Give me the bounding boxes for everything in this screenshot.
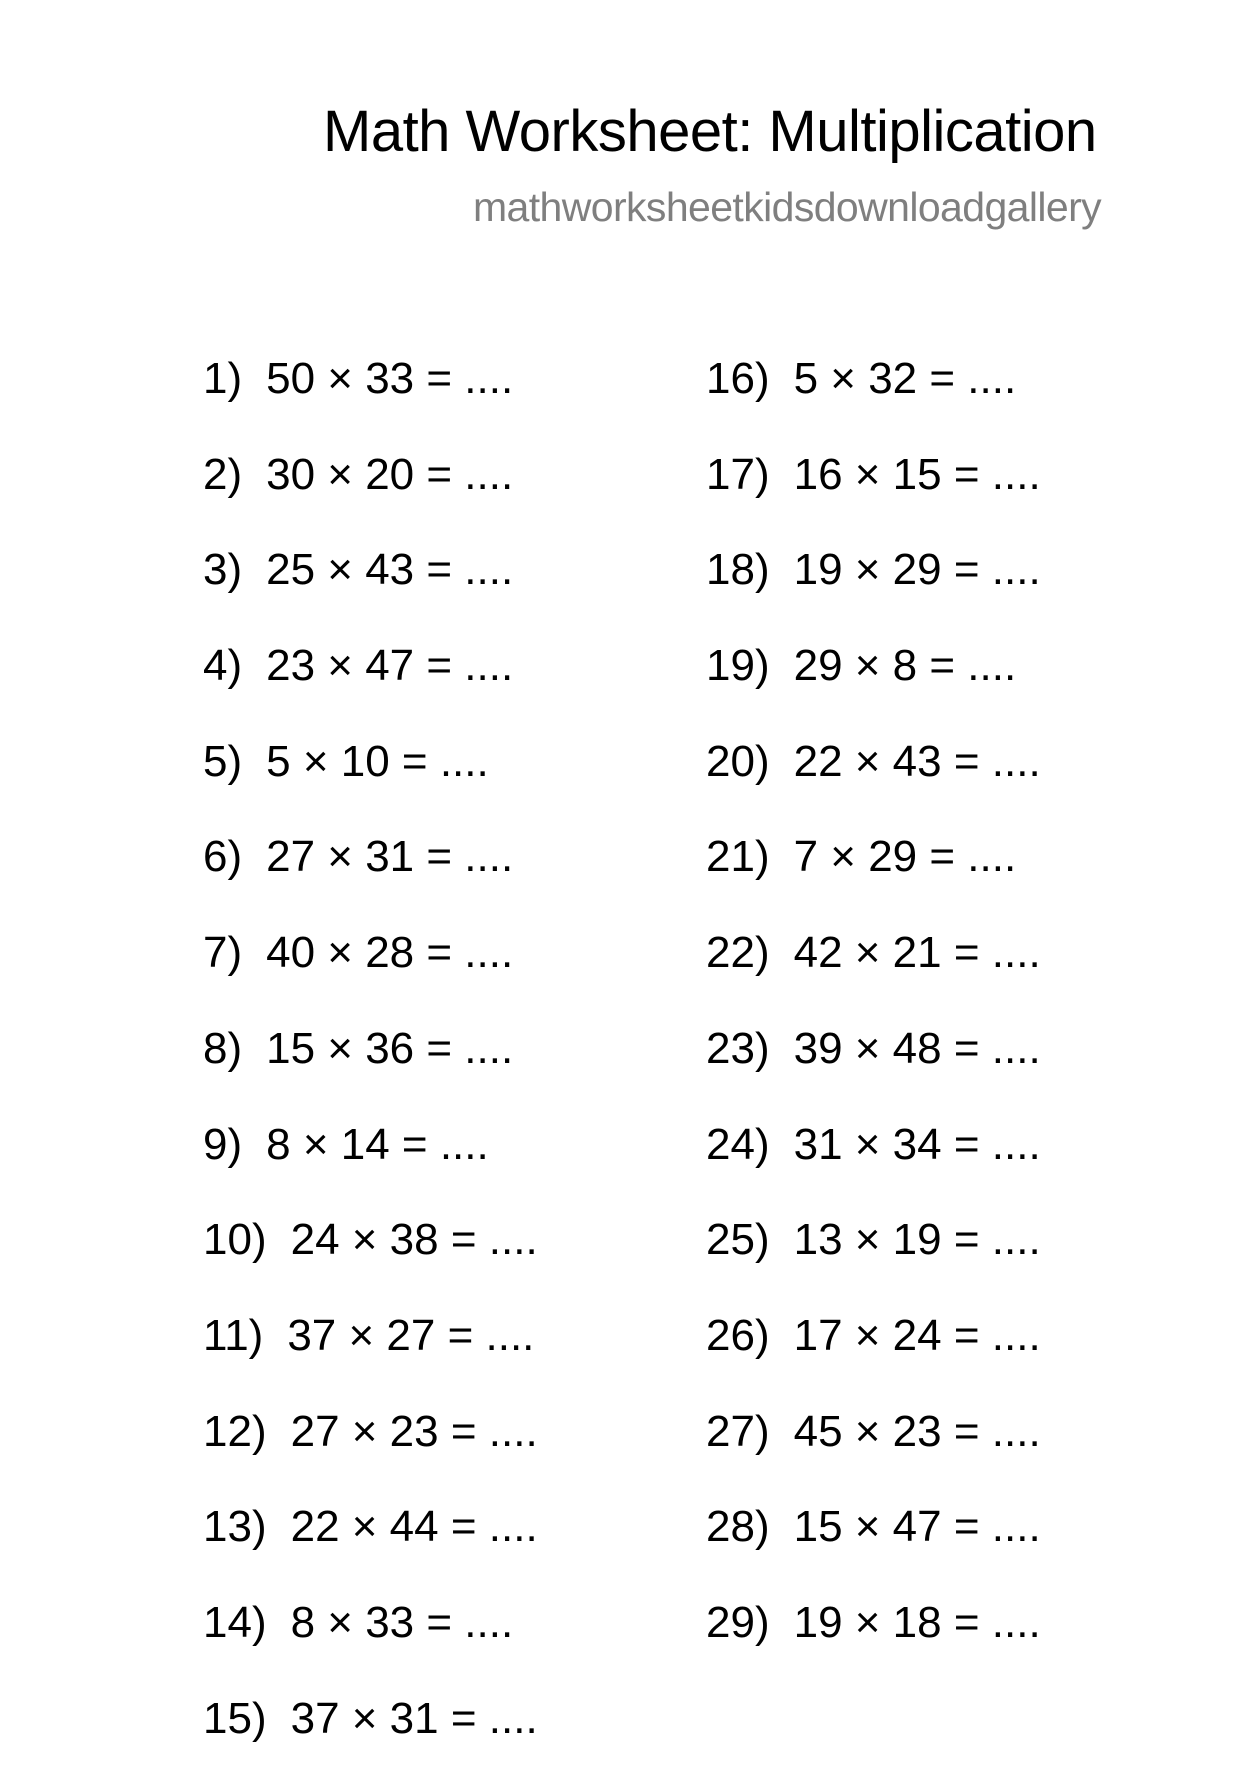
problem-item (706, 1118, 1041, 1214)
problem-item (706, 1309, 1041, 1405)
problem-number: 19) (706, 641, 770, 691)
problem-expression: 50 × 33 = .... (266, 354, 514, 403)
problem-number: 22) (706, 928, 770, 978)
problem-number: 16) (706, 354, 770, 403)
worksheet-subtitle: mathworksheetkidsdownloadgallery (473, 184, 1102, 230)
problem-number: 24) (706, 1119, 770, 1169)
problem-item (706, 543, 1041, 639)
problem-number: 26) (706, 1310, 770, 1360)
problem-expression: 5 × 32 = .... (793, 354, 1017, 403)
problem-item (706, 830, 1041, 926)
worksheet-title: Math Worksheet: Multiplication (323, 99, 1097, 164)
problem-item (706, 1405, 1041, 1501)
problem-number: 18) (706, 545, 770, 595)
problem-item (203, 1500, 538, 1596)
problem-number: 20) (706, 736, 770, 786)
problem-item (706, 1596, 1041, 1692)
problem-item (203, 1022, 538, 1118)
problem-expression: 15 × 47 = .... (793, 1502, 1041, 1552)
problem-item (203, 1692, 538, 1787)
problem-number: 25) (706, 1215, 770, 1265)
problem-expression: 39 × 48 = .... (793, 1023, 1041, 1073)
problem-item (706, 448, 1041, 544)
problem-expression: 13 × 19 = .... (793, 1215, 1041, 1265)
problem-expression: 23 × 47 = .... (266, 641, 514, 691)
problem-expression: 40 × 28 = .... (266, 928, 514, 978)
problem-expression: 37 × 27 = .... (287, 1310, 535, 1360)
problem-number: 2) (203, 449, 243, 499)
problem-expression: 7 × 29 = .... (793, 832, 1017, 882)
problem-item (203, 1118, 538, 1214)
problem-item (706, 1022, 1041, 1118)
problem-number: 14) (203, 1597, 267, 1647)
problem-number: 15) (203, 1693, 267, 1743)
problem-expression: 17 × 24 = .... (793, 1310, 1041, 1360)
problem-expression: 42 × 21 = .... (793, 928, 1041, 978)
problem-item (203, 352, 538, 448)
problem-expression: 37 × 31 = .... (290, 1693, 538, 1743)
problem-number: 13) (203, 1502, 267, 1552)
problem-number: 7) (203, 928, 243, 978)
problem-item (203, 543, 538, 639)
problem-expression: 27 × 23 = .... (290, 1406, 538, 1456)
problem-expression: 30 × 20 = .... (266, 449, 514, 499)
problem-number: 5) (203, 736, 243, 786)
problem-expression: 8 × 33 = .... (290, 1597, 514, 1647)
problem-expression: 22 × 44 = .... (290, 1502, 538, 1552)
problem-expression: 5 × 10 = .... (266, 736, 489, 786)
problem-expression: 25 × 43 = .... (266, 545, 514, 595)
problem-item (706, 1213, 1041, 1309)
problem-item (706, 1500, 1041, 1596)
problem-item (203, 448, 538, 544)
problem-item (203, 1309, 538, 1405)
problem-expression: 19 × 18 = .... (793, 1597, 1041, 1647)
problem-item (706, 639, 1041, 735)
problem-item (706, 735, 1041, 831)
problem-expression: 45 × 23 = .... (793, 1406, 1041, 1456)
problem-number: 4) (203, 641, 243, 691)
problem-item (203, 1405, 538, 1501)
problem-expression: 22 × 43 = .... (793, 736, 1041, 786)
problem-number: 10) (203, 1215, 267, 1265)
problem-expression: 27 × 31 = .... (266, 832, 514, 882)
problem-expression: 29 × 8 = .... (793, 641, 1017, 691)
problem-number: 29) (706, 1597, 770, 1647)
problem-expression: 15 × 36 = .... (266, 1023, 514, 1073)
problem-number: 1) (203, 354, 243, 403)
problem-expression: 16 × 15 = .... (793, 449, 1041, 499)
problem-item (203, 830, 538, 926)
problem-expression: 24 × 38 = .... (290, 1215, 538, 1265)
problem-number: 8) (203, 1023, 243, 1073)
problem-number: 12) (203, 1406, 267, 1456)
problem-expression: 8 × 14 = .... (266, 1119, 489, 1169)
problem-item (203, 926, 538, 1022)
problem-number: 23) (706, 1023, 770, 1073)
problem-number: 27) (706, 1406, 770, 1456)
problem-expression: 19 × 29 = .... (793, 545, 1041, 595)
problem-number: 3) (203, 545, 243, 595)
problem-expression: 31 × 34 = .... (793, 1119, 1041, 1169)
problem-number: 11) (203, 1310, 264, 1360)
problem-item (203, 639, 538, 735)
problem-number: 6) (203, 832, 243, 882)
problem-number: 17) (706, 449, 770, 499)
problem-item (706, 352, 1041, 448)
problem-item (706, 926, 1041, 1022)
problem-item (203, 735, 538, 831)
problems-column-left (203, 352, 538, 1787)
problem-item (203, 1596, 538, 1692)
problem-item (203, 1213, 538, 1309)
problem-number: 9) (203, 1119, 243, 1169)
problem-number: 21) (706, 832, 770, 882)
problems-column-right (706, 352, 1041, 1692)
problem-number: 28) (706, 1502, 770, 1552)
